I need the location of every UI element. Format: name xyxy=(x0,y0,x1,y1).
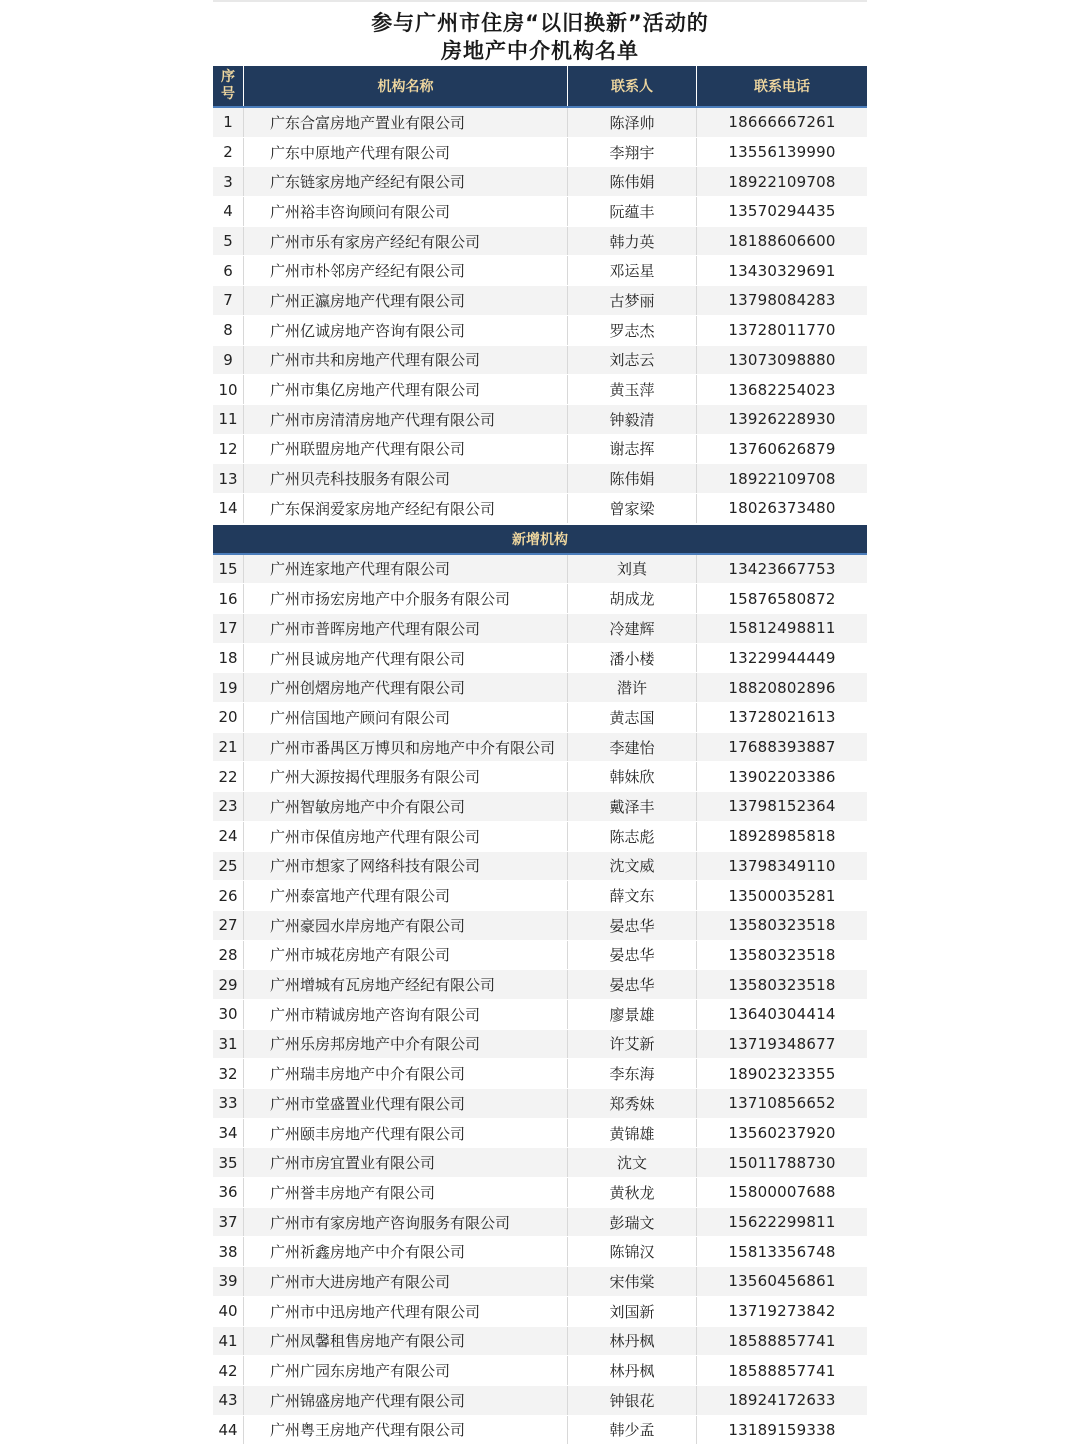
table-row xyxy=(213,703,867,733)
cell-agency-name: 广州智敏房地产中介有限公司 xyxy=(244,792,568,821)
cell-phone: 13728011770 xyxy=(728,321,836,340)
cell-seq: 9 xyxy=(213,346,244,375)
cell-phone: 18026373480 xyxy=(728,499,836,518)
cell-phone: 13423667753 xyxy=(728,559,836,578)
cell-contact: 沈文 xyxy=(568,1148,697,1177)
table-row xyxy=(213,1208,867,1238)
cell-contact: 刘志云 xyxy=(568,346,697,375)
cell-phone: 13580323518 xyxy=(728,916,836,935)
table-row xyxy=(213,733,867,763)
cell-seq: 32 xyxy=(213,1059,244,1088)
table-row xyxy=(213,1030,867,1060)
table-row xyxy=(213,822,867,852)
header-contact: 联系人 xyxy=(568,66,697,106)
cell-phone: 17688393887 xyxy=(728,738,836,757)
cell-agency-name: 广东合富房地产置业有限公司 xyxy=(244,108,568,137)
table-row xyxy=(213,346,867,376)
cell-agency-name: 广州瑞丰房地产中介有限公司 xyxy=(244,1059,568,1088)
cell-phone: 13798349110 xyxy=(728,856,836,875)
cell-agency-name: 广州广园东房地产有限公司 xyxy=(244,1356,568,1385)
cell-agency-name: 广州祈鑫房地产中介有限公司 xyxy=(244,1237,568,1266)
cell-contact: 黄秋龙 xyxy=(568,1178,697,1207)
cell-agency-name: 广州联盟房地产代理有限公司 xyxy=(244,435,568,464)
cell-contact: 黄志国 xyxy=(568,703,697,732)
cell-agency-name: 广州创熠房地产代理有限公司 xyxy=(244,673,568,702)
cell-seq: 22 xyxy=(213,762,244,791)
cell-phone: 13798084283 xyxy=(728,291,836,310)
cell-agency-name: 广州粤王房地产代理有限公司 xyxy=(244,1416,568,1445)
cell-seq: 17 xyxy=(213,614,244,643)
table-row xyxy=(213,1148,867,1178)
cell-seq: 24 xyxy=(213,822,244,851)
cell-agency-name: 广州豪园水岸房地产有限公司 xyxy=(244,911,568,940)
cell-contact: 钟毅清 xyxy=(568,405,697,434)
table-row xyxy=(213,464,867,494)
cell-contact: 陈伟娟 xyxy=(568,167,697,196)
cell-agency-name: 广州市乐有家房产经纪有限公司 xyxy=(244,227,568,256)
cell-seq: 5 xyxy=(213,227,244,256)
cell-agency-name: 广州市扬宏房地产中介服务有限公司 xyxy=(244,584,568,613)
cell-seq: 41 xyxy=(213,1327,244,1356)
cell-seq: 28 xyxy=(213,941,244,970)
cell-agency-name: 广州市房清清房地产代理有限公司 xyxy=(244,405,568,434)
cell-contact: 晏忠华 xyxy=(568,970,697,999)
cell-contact: 钟银花 xyxy=(568,1386,697,1415)
table-row xyxy=(213,1416,867,1445)
cell-phone: 13710856652 xyxy=(728,1094,836,1113)
cell-seq: 20 xyxy=(213,703,244,732)
cell-contact: 彭瑞文 xyxy=(568,1208,697,1237)
cell-phone: 13902203386 xyxy=(728,767,836,786)
table-row xyxy=(213,1178,867,1208)
cell-contact: 陈伟娟 xyxy=(568,464,697,493)
cell-phone: 13580323518 xyxy=(728,945,836,964)
table-row xyxy=(213,1000,867,1030)
cell-phone: 15011788730 xyxy=(728,1153,836,1172)
table-row xyxy=(213,792,867,822)
cell-agency-name: 广州颐丰房地产代理有限公司 xyxy=(244,1119,568,1148)
cell-phone: 13682254023 xyxy=(728,380,836,399)
cell-agency-name: 广州贝壳科技服务有限公司 xyxy=(244,464,568,493)
table-row xyxy=(213,762,867,792)
cell-contact: 李建怡 xyxy=(568,733,697,762)
cell-contact: 刘真 xyxy=(568,555,697,584)
cell-agency-name: 广州市想家了网络科技有限公司 xyxy=(244,852,568,881)
cell-phone: 15622299811 xyxy=(728,1213,836,1232)
cell-agency-name: 广州市集亿房地产代理有限公司 xyxy=(244,375,568,404)
cell-contact: 戴泽丰 xyxy=(568,792,697,821)
cell-contact: 韩力英 xyxy=(568,227,697,256)
cell-contact: 晏忠华 xyxy=(568,911,697,940)
cell-seq: 14 xyxy=(213,494,244,523)
table-row xyxy=(213,1237,867,1267)
cell-agency-name: 广州市中迅房地产代理有限公司 xyxy=(244,1297,568,1326)
table-row xyxy=(213,852,867,882)
cell-seq: 40 xyxy=(213,1297,244,1326)
cell-phone: 18922109708 xyxy=(728,172,836,191)
cell-seq: 19 xyxy=(213,673,244,702)
cell-contact: 宋伟棠 xyxy=(568,1267,697,1296)
title-line-2: 房地产中介机构名单 xyxy=(441,39,639,63)
cell-phone: 18820802896 xyxy=(728,678,836,697)
cell-agency-name: 广州裕丰咨询顾问有限公司 xyxy=(244,197,568,226)
cell-phone: 15800007688 xyxy=(728,1183,836,1202)
cell-seq: 44 xyxy=(213,1416,244,1445)
table-header xyxy=(213,66,867,108)
cell-agency-name: 广州市保值房地产代理有限公司 xyxy=(244,822,568,851)
table-row xyxy=(213,494,867,524)
cell-contact: 林丹枫 xyxy=(568,1356,697,1385)
cell-contact: 李东海 xyxy=(568,1059,697,1088)
cell-seq: 25 xyxy=(213,852,244,881)
cell-contact: 邓运星 xyxy=(568,256,697,285)
table-row xyxy=(213,138,867,168)
cell-seq: 18 xyxy=(213,644,244,673)
cell-contact: 阮蕴丰 xyxy=(568,197,697,226)
cell-agency-name: 广州市共和房地产代理有限公司 xyxy=(244,346,568,375)
table-row xyxy=(213,286,867,316)
cell-seq: 31 xyxy=(213,1030,244,1059)
cell-seq: 27 xyxy=(213,911,244,940)
table-row xyxy=(213,1356,867,1386)
cell-seq: 4 xyxy=(213,197,244,226)
table-body-original xyxy=(213,108,867,524)
cell-phone: 15812498811 xyxy=(728,619,836,638)
table-row xyxy=(213,197,867,227)
cell-seq: 11 xyxy=(213,405,244,434)
cell-agency-name: 广州市有家房地产咨询服务有限公司 xyxy=(244,1208,568,1237)
cell-agency-name: 广州市大进房地产有限公司 xyxy=(244,1267,568,1296)
header-seq xyxy=(213,66,244,106)
table-row xyxy=(213,644,867,674)
cell-phone: 13189159338 xyxy=(728,1420,836,1439)
cell-phone: 18666667261 xyxy=(728,113,836,132)
cell-seq: 13 xyxy=(213,464,244,493)
cell-seq: 43 xyxy=(213,1386,244,1415)
cell-agency-name: 广州誉丰房地产有限公司 xyxy=(244,1178,568,1207)
cell-phone: 13430329691 xyxy=(728,261,836,280)
cell-phone: 18924172633 xyxy=(728,1391,836,1410)
cell-contact: 古梦丽 xyxy=(568,286,697,315)
cell-agency-name: 广州正瀛房地产代理有限公司 xyxy=(244,286,568,315)
cell-contact: 刘国新 xyxy=(568,1297,697,1326)
cell-contact: 潘小楼 xyxy=(568,644,697,673)
cell-contact: 陈志彪 xyxy=(568,822,697,851)
cell-agency-name: 广州亿诚房地产咨询有限公司 xyxy=(244,316,568,345)
table-row xyxy=(213,1119,867,1149)
cell-contact: 黄锦雄 xyxy=(568,1119,697,1148)
cell-contact: 沈文威 xyxy=(568,852,697,881)
table-row xyxy=(213,167,867,197)
cell-seq: 38 xyxy=(213,1237,244,1266)
cell-agency-name: 广东保润爱家房地产经纪有限公司 xyxy=(244,494,568,523)
table-row xyxy=(213,1267,867,1297)
cell-seq: 26 xyxy=(213,881,244,910)
cell-agency-name: 广州大源按揭代理服务有限公司 xyxy=(244,762,568,791)
cell-agency-name: 广州连家地产代理有限公司 xyxy=(244,555,568,584)
cell-contact: 薛文东 xyxy=(568,881,697,910)
cell-agency-name: 广州市堂盛置业代理有限公司 xyxy=(244,1089,568,1118)
cell-seq: 2 xyxy=(213,138,244,167)
header-phone: 联系电话 xyxy=(754,79,810,95)
header-agency-name: 机构名称 xyxy=(244,66,568,106)
cell-agency-name: 广州市城花房地产有限公司 xyxy=(244,941,568,970)
cell-seq: 29 xyxy=(213,970,244,999)
cell-phone: 13560237920 xyxy=(728,1124,836,1143)
cell-phone: 18922109708 xyxy=(728,469,836,488)
table-row xyxy=(213,941,867,971)
cell-contact: 郑秀妹 xyxy=(568,1089,697,1118)
cell-agency-name: 广州泰富地产代理有限公司 xyxy=(244,881,568,910)
table-row xyxy=(213,1297,867,1327)
cell-contact: 林丹枫 xyxy=(568,1327,697,1356)
table-row xyxy=(213,227,867,257)
cell-phone: 13926228930 xyxy=(728,410,836,429)
cell-contact: 韩妹欣 xyxy=(568,762,697,791)
section-new-agencies: 新增机构 xyxy=(213,524,867,555)
cell-seq: 37 xyxy=(213,1208,244,1237)
cell-seq: 21 xyxy=(213,733,244,762)
table-row xyxy=(213,970,867,1000)
table-row xyxy=(213,673,867,703)
cell-phone: 18928985818 xyxy=(728,827,836,846)
cell-seq: 1 xyxy=(213,108,244,137)
cell-seq: 12 xyxy=(213,435,244,464)
cell-phone: 13760626879 xyxy=(728,439,836,458)
cell-contact: 陈锦汉 xyxy=(568,1237,697,1266)
cell-agency-name: 广州市精诚房地产咨询有限公司 xyxy=(244,1000,568,1029)
header-seq-line-1: 序 xyxy=(221,69,235,85)
cell-contact: 潜许 xyxy=(568,673,697,702)
cell-seq: 6 xyxy=(213,256,244,285)
table-row xyxy=(213,614,867,644)
cell-agency-name: 广州市普晖房地产代理有限公司 xyxy=(244,614,568,643)
cell-phone: 15876580872 xyxy=(728,589,836,608)
agency-list-document xyxy=(213,0,867,1445)
cell-phone: 18188606600 xyxy=(728,232,836,251)
cell-contact: 黄玉萍 xyxy=(568,375,697,404)
document-title xyxy=(213,0,867,66)
table-body-new xyxy=(213,555,867,1445)
cell-agency-name: 广州乐房邦房地产中介有限公司 xyxy=(244,1030,568,1059)
cell-contact: 许艾新 xyxy=(568,1030,697,1059)
cell-agency-name: 广州增城有瓦房地产经纪有限公司 xyxy=(244,970,568,999)
table-row xyxy=(213,405,867,435)
cell-phone: 13073098880 xyxy=(728,350,836,369)
cell-phone: 13719348677 xyxy=(728,1034,836,1053)
cell-phone: 13798152364 xyxy=(728,797,836,816)
cell-contact: 陈泽帅 xyxy=(568,108,697,137)
title-line-1: 参与广州市住房“以旧换新”活动的 xyxy=(371,11,709,35)
cell-phone: 18902323355 xyxy=(728,1064,836,1083)
cell-agency-name: 广州艮诚房地产代理有限公司 xyxy=(244,644,568,673)
table-row xyxy=(213,1059,867,1089)
table-row xyxy=(213,584,867,614)
cell-phone: 13229944449 xyxy=(728,649,836,668)
cell-agency-name: 广州市朴邻房产经纪有限公司 xyxy=(244,256,568,285)
cell-phone: 18588857741 xyxy=(728,1331,836,1350)
cell-seq: 42 xyxy=(213,1356,244,1385)
cell-seq: 3 xyxy=(213,167,244,196)
cell-seq: 10 xyxy=(213,375,244,404)
cell-contact: 胡成龙 xyxy=(568,584,697,613)
table-row xyxy=(213,256,867,286)
cell-seq: 36 xyxy=(213,1178,244,1207)
table-row xyxy=(213,375,867,405)
table-row xyxy=(213,1089,867,1119)
cell-contact: 李翔宇 xyxy=(568,138,697,167)
cell-phone: 13500035281 xyxy=(728,886,836,905)
cell-phone: 13640304414 xyxy=(728,1005,836,1024)
cell-agency-name: 广州锦盛房地产代理有限公司 xyxy=(244,1386,568,1415)
cell-contact: 廖景雄 xyxy=(568,1000,697,1029)
cell-agency-name: 广州市房宜置业有限公司 xyxy=(244,1148,568,1177)
cell-phone: 13728021613 xyxy=(728,708,836,727)
cell-agency-name: 广东中原地产代理有限公司 xyxy=(244,138,568,167)
cell-contact: 曾家梁 xyxy=(568,494,697,523)
cell-agency-name: 广东链家房地产经纪有限公司 xyxy=(244,167,568,196)
table-row xyxy=(213,1386,867,1416)
cell-seq: 15 xyxy=(213,555,244,584)
cell-phone: 13570294435 xyxy=(728,202,836,221)
table-row xyxy=(213,1327,867,1357)
cell-contact: 谢志挥 xyxy=(568,435,697,464)
cell-contact: 晏忠华 xyxy=(568,941,697,970)
cell-seq: 23 xyxy=(213,792,244,821)
table-row xyxy=(213,911,867,941)
table-row xyxy=(213,108,867,138)
cell-seq: 35 xyxy=(213,1148,244,1177)
cell-phone: 18588857741 xyxy=(728,1361,836,1380)
cell-seq: 7 xyxy=(213,286,244,315)
cell-seq: 39 xyxy=(213,1267,244,1296)
cell-phone: 13580323518 xyxy=(728,975,836,994)
table-row xyxy=(213,435,867,465)
cell-seq: 30 xyxy=(213,1000,244,1029)
cell-seq: 34 xyxy=(213,1119,244,1148)
cell-seq: 16 xyxy=(213,584,244,613)
cell-phone: 13556139990 xyxy=(728,143,836,162)
cell-phone: 13719273842 xyxy=(728,1302,836,1321)
cell-phone: 13560456861 xyxy=(728,1272,836,1291)
table-row xyxy=(213,555,867,585)
cell-phone: 15813356748 xyxy=(728,1242,836,1261)
cell-contact: 韩少孟 xyxy=(568,1416,697,1445)
cell-agency-name: 广州信国地产顾问有限公司 xyxy=(244,703,568,732)
table-row xyxy=(213,881,867,911)
cell-seq: 33 xyxy=(213,1089,244,1118)
header-seq-line-2: 号 xyxy=(221,86,235,102)
cell-contact: 罗志杰 xyxy=(568,316,697,345)
cell-agency-name: 广州凤馨租售房地产有限公司 xyxy=(244,1327,568,1356)
table-row xyxy=(213,316,867,346)
cell-agency-name: 广州市番禺区万博贝和房地产中介有限公司 xyxy=(244,733,568,762)
cell-seq: 8 xyxy=(213,316,244,345)
cell-contact: 冷建辉 xyxy=(568,614,697,643)
